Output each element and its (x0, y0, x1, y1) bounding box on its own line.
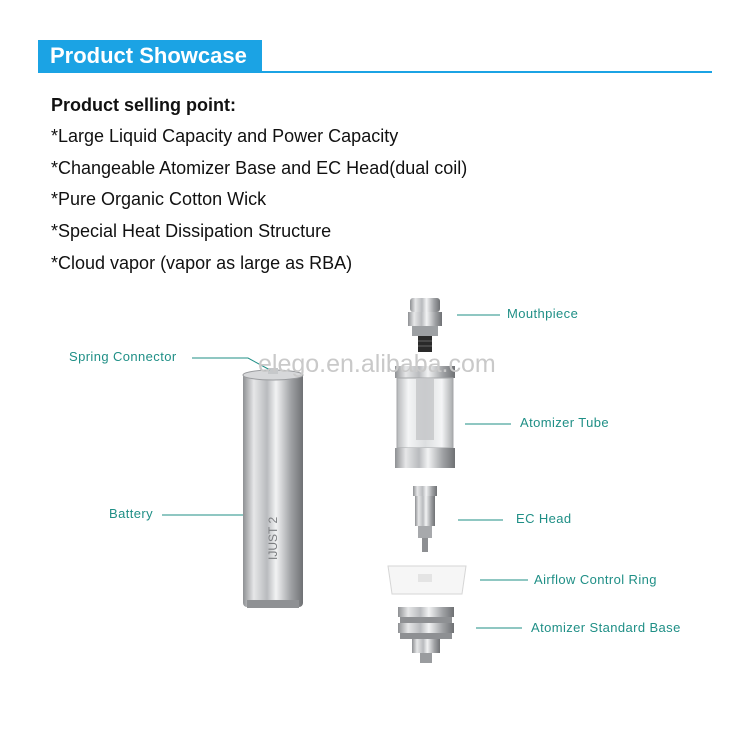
battery-engraving: IJUST 2 (266, 516, 280, 560)
label-mouthpiece: Mouthpiece (507, 306, 579, 321)
watermark: elego.en.alibaba.com (258, 350, 496, 378)
selling-point-1: *Large Liquid Capacity and Power Capacity (51, 126, 399, 146)
atomizer-standard-base (398, 607, 454, 663)
label-battery: Battery (109, 506, 153, 521)
label-airflow-control-ring: Airflow Control Ring (534, 572, 657, 587)
label-ec-head: EC Head (516, 511, 572, 526)
mouthpiece (408, 298, 442, 352)
selling-point-4: *Special Heat Dissipation Structure (51, 221, 332, 241)
page-title: Product Showcase (50, 43, 247, 68)
selling-point-5: *Cloud vapor (vapor as large as RBA) (51, 253, 353, 273)
selling-point-3: *Pure Organic Cotton Wick (51, 189, 267, 209)
label-atomizer-standard-base: Atomizer Standard Base (531, 620, 681, 635)
atomizer-tube (395, 366, 455, 468)
ec-head (413, 486, 437, 552)
airflow-control-ring (388, 566, 466, 594)
selling-points-heading: Product selling point: (51, 95, 236, 115)
label-atomizer-tube: Atomizer Tube (520, 415, 610, 430)
label-spring-connector: Spring Connector (69, 349, 177, 364)
battery (243, 368, 303, 608)
selling-point-2: *Changeable Atomizer Base and EC Head(dual coil) (51, 158, 468, 178)
